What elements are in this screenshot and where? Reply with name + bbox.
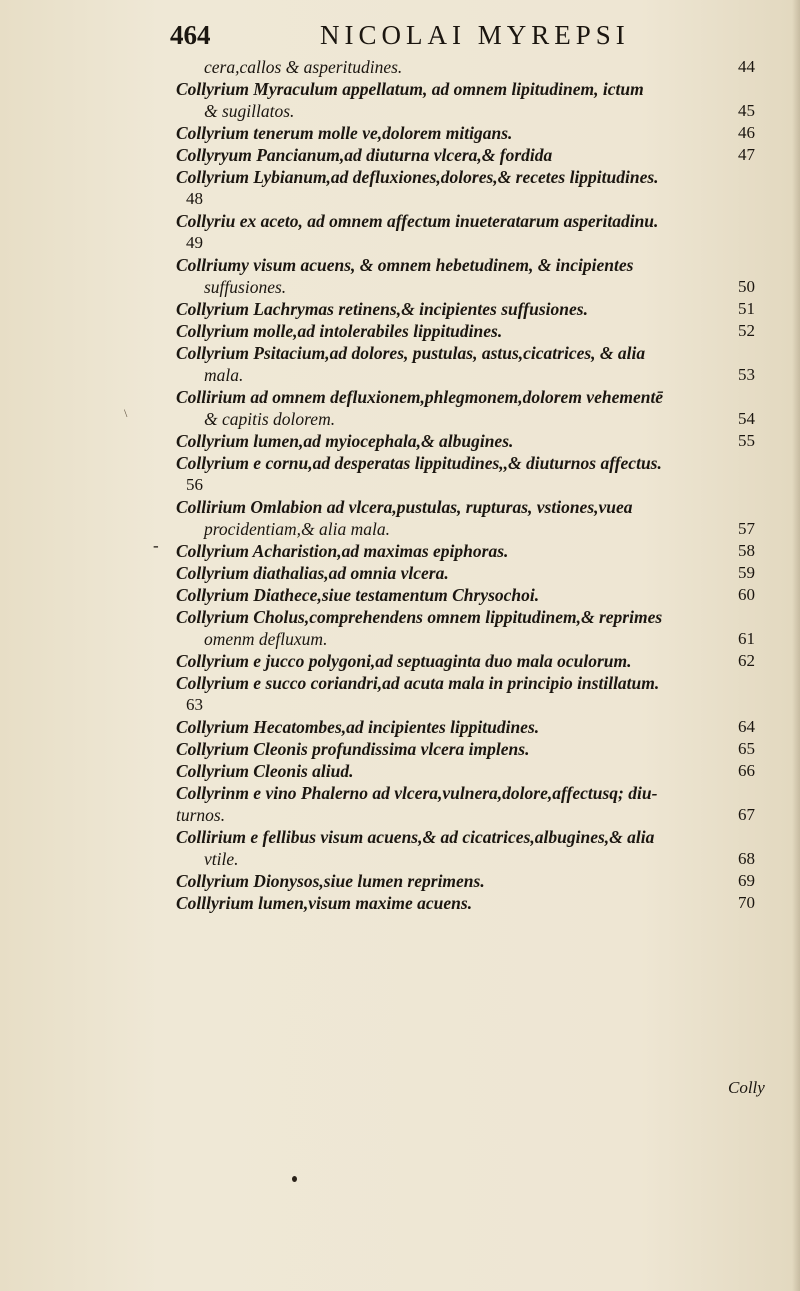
entry-text: Collyrium Cholus,comprehendens omnem lippitudinem,& reprimes — [176, 607, 663, 627]
entry-line — [176, 320, 756, 342]
entry-line — [176, 782, 756, 804]
entry-text: Collyriu ex aceto, ad omnem affectum inueteratarum asperitadinu. — [176, 211, 659, 231]
entry-number: 67 — [738, 805, 755, 824]
entry-line — [176, 408, 756, 430]
entry-text: Collriumy visum acuens, & omnem hebetudinem, & incipientes — [176, 255, 634, 275]
entry-line — [176, 826, 756, 848]
entry-number: 64 — [738, 717, 755, 736]
entry-line — [176, 386, 756, 408]
entry-number: 65 — [738, 739, 755, 758]
entry-text: Collyrium Acharistion,ad maximas epiphoras. — [176, 541, 509, 561]
page-edge-shadow — [792, 0, 800, 1291]
entry-number: 53 — [738, 365, 755, 384]
entry-number: 58 — [738, 541, 755, 560]
entry-text: Collirium e fellibus visum acuens,& ad cicatrices,albugines,& alia — [176, 827, 655, 847]
entry-line — [176, 892, 756, 914]
entry-line — [176, 870, 756, 892]
entry-text: Collyrium Lybianum,ad defluxiones,dolores,& recetes lippitudines. — [176, 167, 659, 187]
entry-number: 54 — [738, 409, 755, 428]
entry-line — [176, 122, 756, 144]
entry-number: 70 — [738, 893, 755, 912]
entry-number: 55 — [738, 431, 755, 450]
entry-line — [176, 452, 756, 474]
entry-text: omenm defluxum. — [204, 629, 328, 649]
entry-line — [176, 430, 756, 452]
entry-text: Collyrium Hecatombes,ad incipientes lippitudines. — [176, 717, 540, 737]
entry-line — [176, 804, 756, 826]
entry-line — [176, 188, 756, 210]
entry-line — [176, 232, 756, 254]
entry-text: Collyrium e jucco polygoni,ad septuaginta duo mala oculorum. — [176, 651, 632, 671]
entry-line — [176, 474, 756, 496]
entry-text: Collyryum Pancianum,ad diuturna vlcera,& fordida — [176, 145, 553, 165]
entry-text: Collyrium Lachrymas retinens,& incipientes suffusiones. — [176, 299, 588, 319]
entry-text: procidentiam,& alia mala. — [204, 519, 391, 539]
entry-number: 44 — [738, 57, 755, 76]
entry-number: 50 — [738, 277, 755, 296]
entry-text: Collyrium Dionysos,siue lumen reprimens. — [176, 871, 485, 891]
entry-line — [176, 760, 756, 782]
entry-text: Collyrium lumen,ad myiocephala,& albugines. — [176, 431, 514, 451]
entry-number: 47 — [738, 145, 755, 164]
entry-line — [176, 716, 756, 738]
entry-number: 62 — [738, 651, 755, 670]
entry-text: Collyrium Myraculum appellatum, ad omnem lipitudinem, ictum — [176, 79, 644, 99]
catchword: Colly — [728, 1078, 765, 1097]
entry-text: Collyrinm e vino Phalerno ad vlcera,vulnera,dolore,affectusq; diu- — [176, 783, 658, 803]
entry-line — [176, 584, 756, 606]
entry-line — [176, 276, 756, 298]
entry-text: Collyrium diathalias,ad omnia vlcera. — [176, 563, 449, 583]
entry-number: 52 — [738, 321, 755, 340]
entry-number: 48 — [186, 189, 203, 208]
entry-text: Colllyrium lumen,visum maxime acuens. — [176, 893, 473, 913]
running-title: NICOLAI MYREPSI — [320, 20, 630, 50]
entry-text: Collyrium molle,ad intolerabiles lippitudines. — [176, 321, 503, 341]
entry-number: 63 — [186, 695, 203, 714]
entry-number: 51 — [738, 299, 755, 318]
entry-line — [176, 518, 756, 540]
entry-text: Collyrium e cornu,ad desperatas lippitudines,,& diuturnos affectus. — [176, 453, 662, 473]
page-header — [170, 18, 710, 58]
entry-line — [176, 298, 756, 320]
entry-line — [176, 166, 756, 188]
ink-dot — [292, 1176, 297, 1182]
entry-line — [176, 254, 756, 276]
entry-text: Collyrium tenerum molle ve,dolorem mitigans. — [176, 123, 513, 143]
entry-text: suffusiones. — [204, 277, 287, 297]
entry-line — [176, 848, 756, 870]
entry-text: & capitis dolorem. — [204, 409, 336, 429]
entry-line — [176, 694, 756, 716]
entry-number: 68 — [738, 849, 755, 868]
entry-text: mala. — [204, 365, 244, 385]
entry-text: & sugillatos. — [204, 101, 295, 121]
entry-number: 46 — [738, 123, 755, 142]
index-list — [176, 56, 756, 914]
entry-line — [176, 342, 756, 364]
entry-line — [176, 738, 756, 760]
entry-number: 49 — [186, 233, 203, 252]
entry-number: 45 — [738, 101, 755, 120]
folio-number: 464 — [170, 20, 211, 50]
entry-text: Collyrium e succo coriandri,ad acuta mala in principio instillatum. — [176, 673, 660, 693]
margin-dash: - — [153, 536, 159, 555]
entry-text: vtile. — [204, 849, 239, 869]
entry-number: 60 — [738, 585, 755, 604]
entry-line — [176, 650, 756, 672]
entry-text: turnos. — [176, 805, 226, 825]
entry-line — [176, 606, 756, 628]
margin-mark: \ — [124, 406, 128, 420]
entry-line — [176, 628, 756, 650]
entry-line — [176, 210, 756, 232]
entry-number: 57 — [738, 519, 755, 538]
entry-line — [176, 496, 756, 518]
entry-line — [176, 562, 756, 584]
entry-line — [176, 100, 756, 122]
entry-number: 66 — [738, 761, 755, 780]
entry-number: 69 — [738, 871, 755, 890]
entry-text: Collirium ad omnem defluxionem,phlegmonem,dolorem vehementē — [176, 387, 664, 407]
entry-text: Collirium Omlabion ad vlcera,pustulas, rupturas, vstiones,vuea — [176, 497, 633, 517]
entry-text: cera,callos & asperitudines. — [204, 57, 403, 77]
entry-line — [176, 78, 756, 100]
entry-text: Collyrium Cleonis profundissima vlcera implens. — [176, 739, 530, 759]
entry-line — [176, 540, 756, 562]
entry-line — [176, 364, 756, 386]
entry-text: Collyrium Diathece,siue testamentum Chrysochoi. — [176, 585, 540, 605]
entry-text: Collyrium Cleonis aliud. — [176, 761, 354, 781]
entry-line — [176, 144, 756, 166]
entry-line — [176, 672, 756, 694]
entry-text: Collyrium Psitacium,ad dolores, pustulas, astus,cicatrices, & alia — [176, 343, 646, 363]
entry-line — [176, 56, 756, 78]
entry-number: 61 — [738, 629, 755, 648]
entry-number: 59 — [738, 563, 755, 582]
entry-number: 56 — [186, 475, 203, 494]
